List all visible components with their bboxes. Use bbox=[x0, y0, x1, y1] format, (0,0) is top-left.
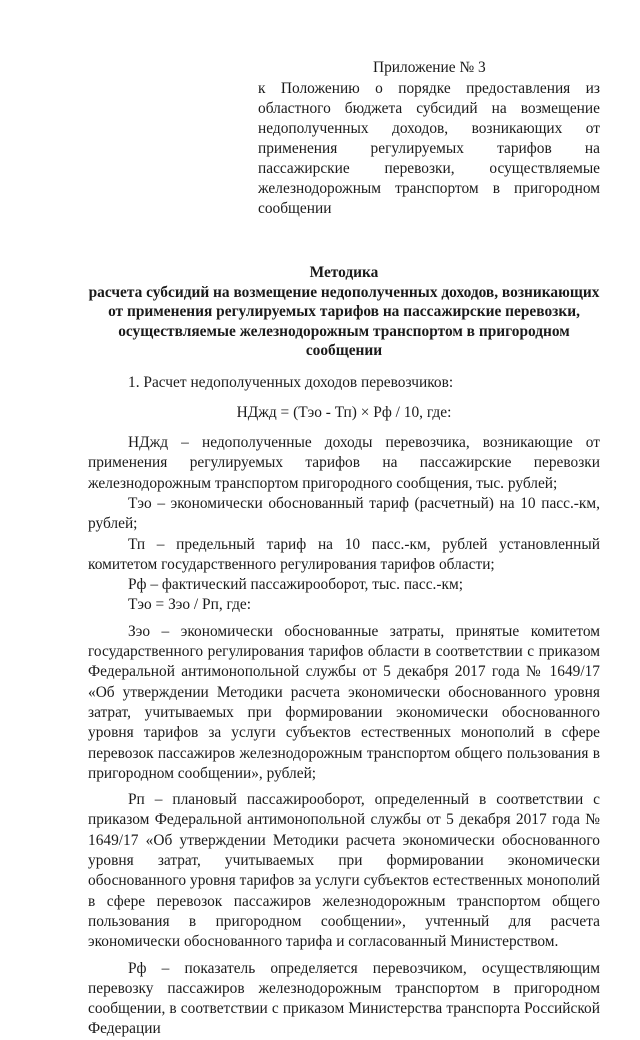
appendix-text: к Положению о порядке предоставления из областного бюджета субсидий на возмещение недополученных доходов, возникающих от применения регулируемых тарифов на пассажирские перевозки, осуществляемые железнодорожным транспортом в пригородном сообщении bbox=[258, 80, 600, 217]
paragraph-ndzhd: НДжд – недополученные доходы перевозчика, возникающие от применения регулируемых тарифов на пассажирские перевозки железнодорожным транспортом пригородного сообщения, тыс. рублей; bbox=[88, 434, 600, 492]
paragraph-rf-source: Рф – показатель определяется перевозчиком, осуществляющим перевозку пассажиров железнодорожным транспортом в пригородном сообщении, в соответствии с приказом Министерства транспорта Российской Федерации bbox=[88, 959, 600, 1038]
appendix-title: Приложение № 3 bbox=[373, 59, 486, 76]
paragraph-teo-formula: Тэо = Зэо / Рп, где: bbox=[128, 596, 252, 614]
paragraph-rf: Рф – фактический пассажирооборот, тыс. пасс.-км; bbox=[128, 576, 464, 594]
paragraph-tp: Тп – предельный тариф на 10 пасс.-км, рублей установленный комитетом государственного регулирования тарифов области; bbox=[88, 535, 600, 573]
appendix-block bbox=[258, 58, 600, 219]
paragraph-rp: Рп – плановый пассажирооборот, определенный в соответствии с приказом Федеральной антимонопольной службы от 5 декабря 2017 года № 1649/17 «Об утверждении Методики расчета экономически обоснованного уровня затрат, учитываемых при формировании экономически обоснованного уровня тарифов за услуги субъектов естественных монополий в сфере перевозок пассажиров железнодорожным транспортом общего пользования в пригородном сообщении», учтенный для расчета экономически обоснованного тарифа и согласованный Министерством. bbox=[88, 791, 600, 951]
paragraph-calculation-intro: 1. Расчет недополученных доходов перевозчиков: bbox=[128, 373, 454, 391]
heading-subtitle: расчета субсидий на возмещение недополученных доходов, возникающих от применения регулируемых тарифов на пассажирские перевозки, осуществляемые железнодорожным транспортом в пригородном сообщении bbox=[88, 283, 600, 359]
document-heading bbox=[88, 263, 600, 361]
heading-title: Методика bbox=[309, 264, 379, 281]
formula-main: НДжд = (Тэо - Тп) × Рф / 10, где: bbox=[236, 403, 452, 421]
paragraph-zeo: Зэо – экономически обоснованные затраты, принятые комитетом государственного регулирования тарифов области в соответствии с приказом Федеральной антимонопольной службы от 5 декабря 2017 года № 1649/17 «Об утверждении Методики расчета экономически обоснованного уровня затрат, учитываемых при формировании экономически обоснованного уровня тарифов за услуги субъектов естественных монополий в сфере перевозок пассажиров железнодорожным транспортом общего пользования в пригородном сообщении», рублей; bbox=[88, 622, 600, 782]
paragraph-teo: Тэо – экономически обоснованный тариф (расчетный) на 10 пасс.-км, рублей; bbox=[88, 494, 600, 533]
document-body bbox=[88, 373, 600, 1040]
